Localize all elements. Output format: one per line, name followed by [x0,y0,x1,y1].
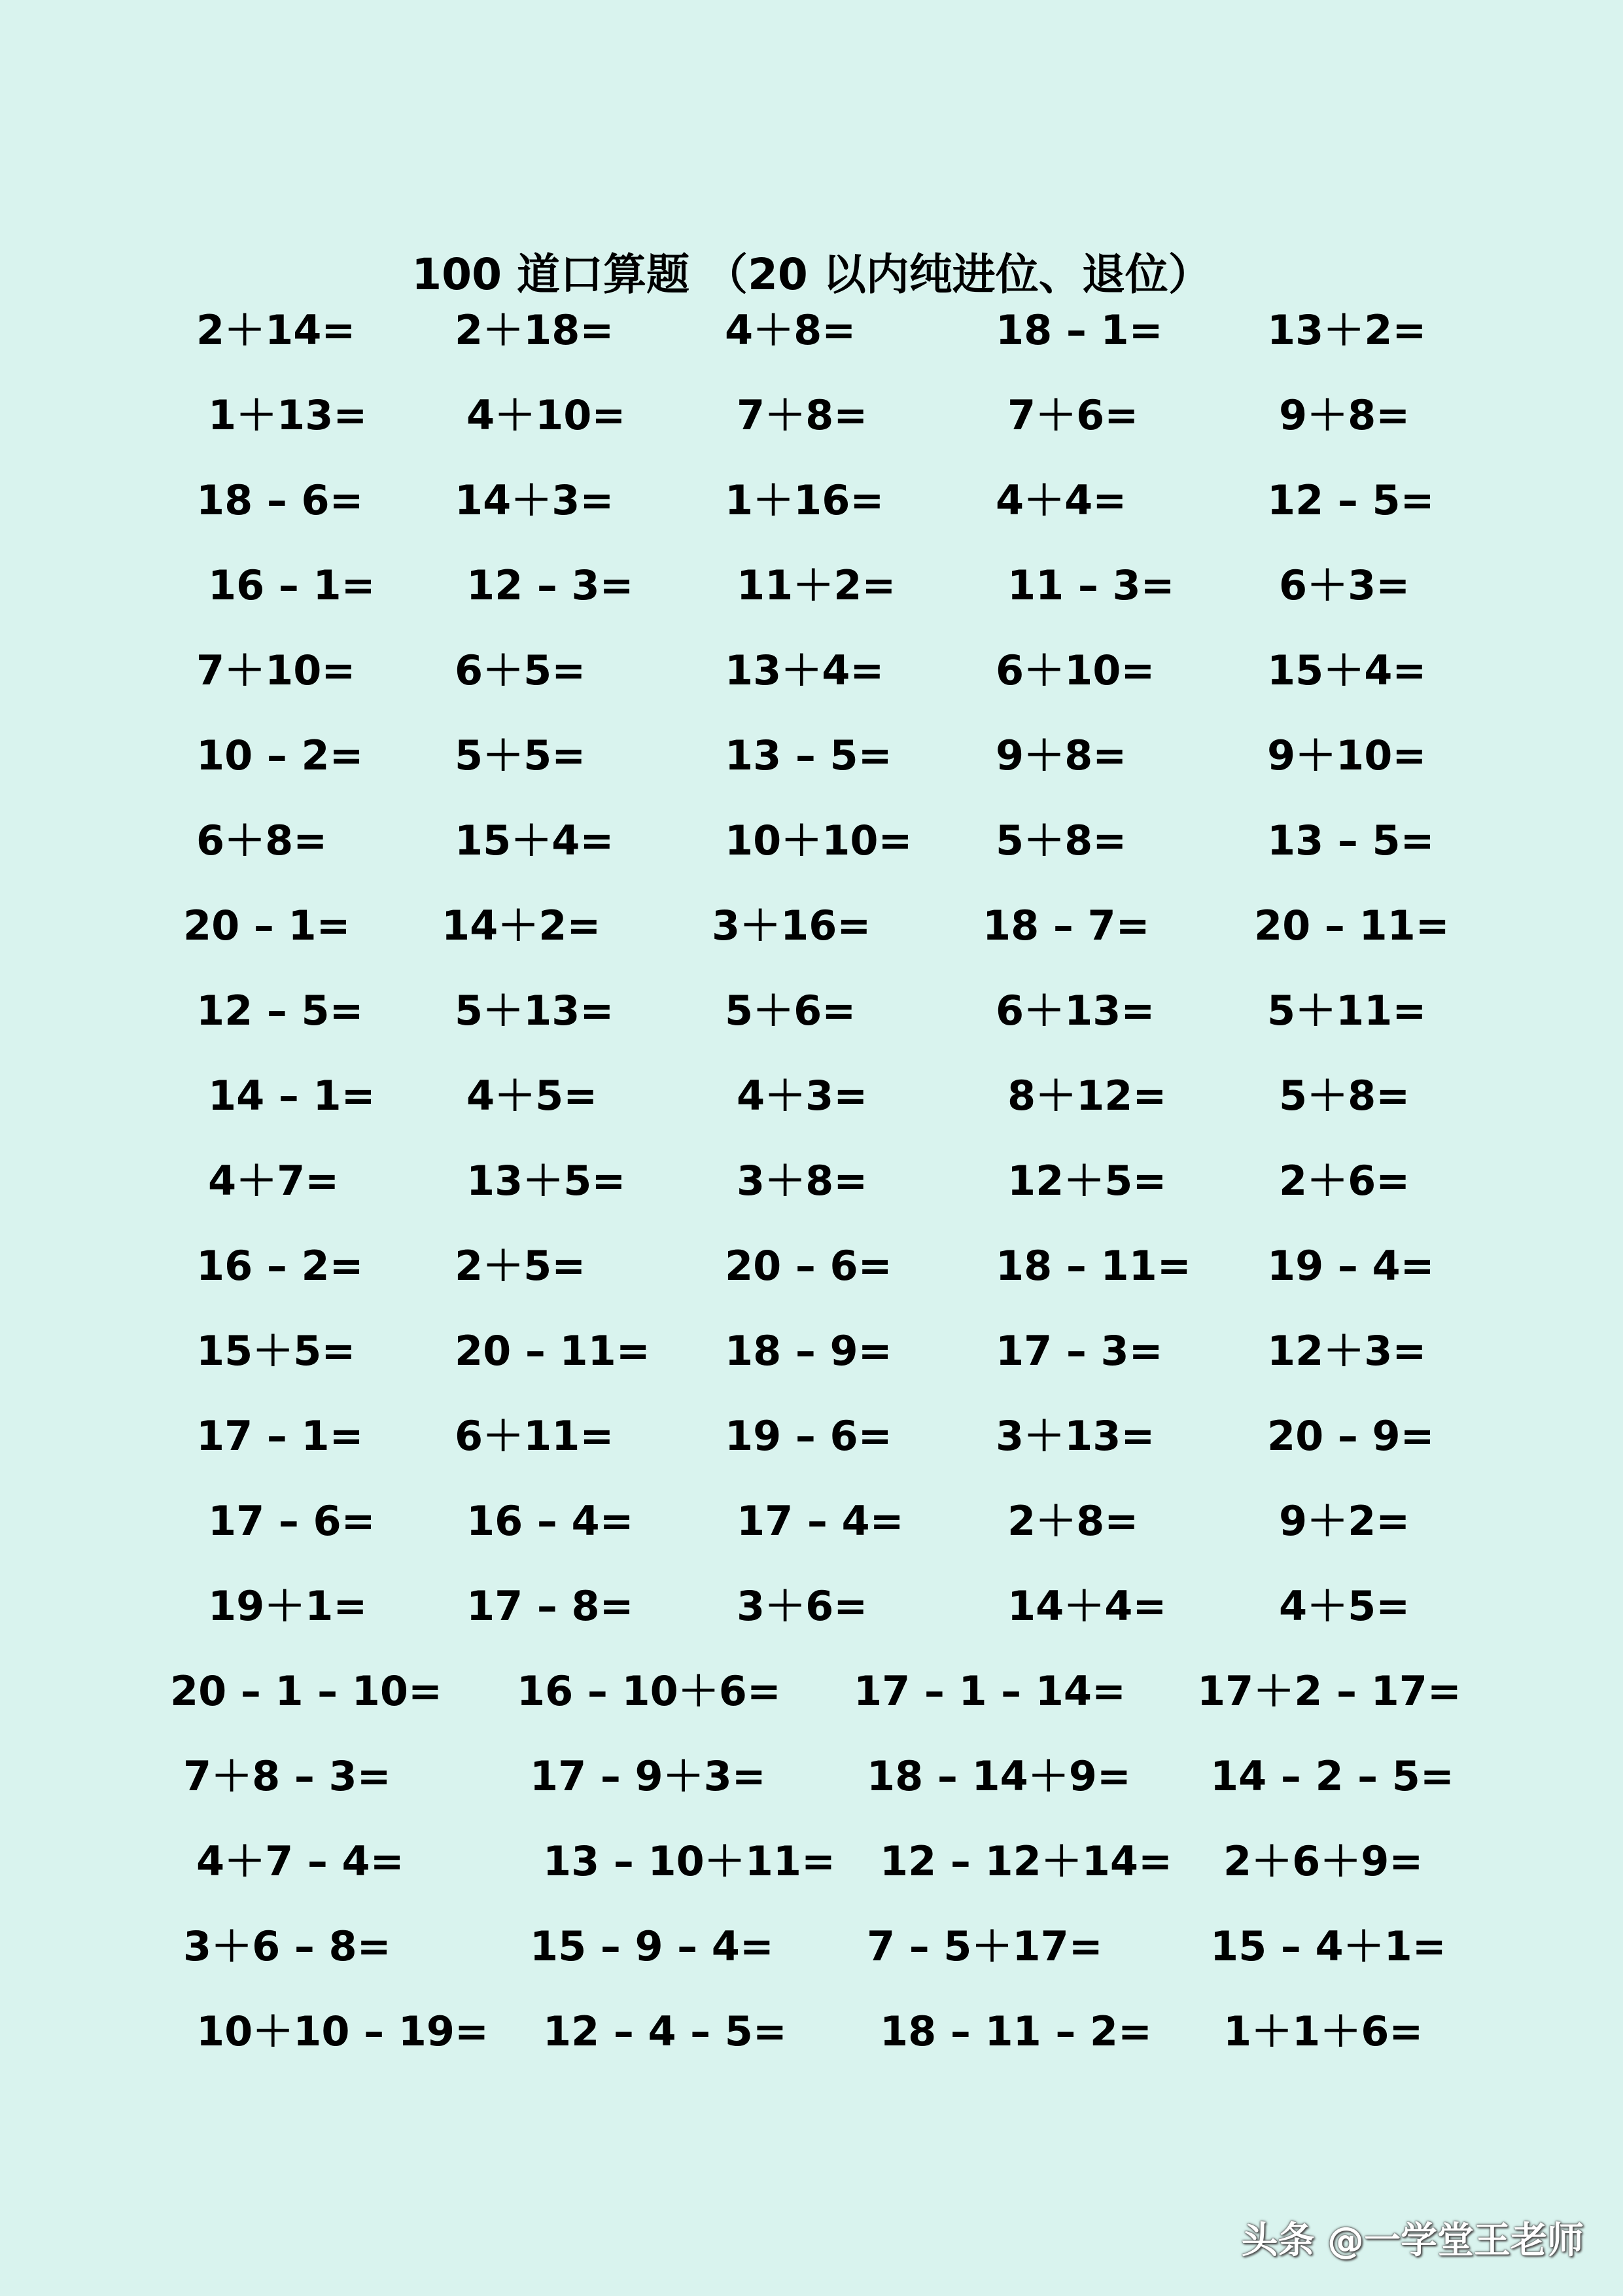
problem-r9-c2: 5＋13= [455,987,614,1034]
problem-r12-c4: 18 – 11= [996,1242,1191,1290]
problem-r6-c1: 10 – 2= [196,732,364,779]
problem-r14-c1: 17 – 1= [196,1412,364,1460]
problem-r10-c4: 8＋12= [1007,1072,1167,1120]
problem-r10-c5: 5＋8= [1279,1072,1410,1120]
problem-r17-c3: 17 – 1 – 14= [854,1667,1126,1715]
problem-r16-c4: 14＋4= [1007,1582,1167,1630]
problem-r7-c1: 6＋8= [196,817,328,864]
problem-r1-c5: 13＋2= [1267,306,1427,354]
problem-r11-c1: 4＋7= [208,1157,340,1205]
problem-r11-c3: 3＋8= [737,1157,868,1205]
problem-r9-c4: 6＋13= [996,987,1155,1034]
problem-r3-c2: 14＋3= [455,476,614,524]
problem-r12-c3: 20 – 6= [725,1242,892,1290]
problem-r10-c1: 14 – 1= [208,1072,375,1120]
problem-r20-c4: 15 – 4＋1= [1210,1922,1446,1970]
problem-r5-c1: 7＋10= [196,646,356,694]
problem-r19-c2: 13 – 10＋11= [543,1837,835,1885]
problem-r21-c3: 18 – 11 – 2= [880,2007,1152,2055]
problem-r15-c3: 17 – 4= [737,1497,904,1545]
problem-r9-c1: 12 – 5= [196,987,364,1034]
problem-r20-c1: 3＋6 – 8= [183,1922,391,1970]
problem-r11-c4: 12＋5= [1007,1157,1167,1205]
problem-r5-c4: 6＋10= [996,646,1155,694]
problem-r3-c5: 12 – 5= [1267,476,1435,524]
problem-r8-c5: 20 – 11= [1254,902,1450,949]
problem-r15-c5: 9＋2= [1279,1497,1410,1545]
problem-r15-c1: 17 – 6= [208,1497,375,1545]
problem-r14-c4: 3＋13= [996,1412,1155,1460]
problem-r14-c3: 19 – 6= [725,1412,892,1460]
problem-r14-c5: 20 – 9= [1267,1412,1435,1460]
problem-r17-c1: 20 – 1 – 10= [170,1667,442,1715]
problem-r5-c2: 6＋5= [455,646,586,694]
problem-r6-c3: 13 – 5= [725,732,892,779]
problem-r8-c2: 14＋2= [442,902,601,949]
problem-r3-c3: 1＋16= [725,476,884,524]
problem-r13-c2: 20 – 11= [455,1327,650,1375]
problem-r4-c3: 11＋2= [737,561,896,609]
watermark: 头条 @一学堂王老师 [1241,2219,1584,2262]
problem-r15-c2: 16 – 4= [466,1497,634,1545]
problem-r1-c1: 2＋14= [196,306,356,354]
problem-r7-c4: 5＋8= [996,817,1127,864]
problem-r16-c3: 3＋6= [737,1582,868,1630]
problem-r11-c2: 13＋5= [466,1157,626,1205]
problem-r15-c4: 2＋8= [1007,1497,1139,1545]
problem-r20-c3: 7 – 5＋17= [867,1922,1103,1970]
problem-r18-c2: 17 – 9＋3= [530,1752,766,1800]
problem-r16-c5: 4＋5= [1279,1582,1410,1630]
problem-r13-c1: 15＋5= [196,1327,356,1375]
problem-r12-c5: 19 – 4= [1267,1242,1435,1290]
problem-r5-c5: 15＋4= [1267,646,1427,694]
problem-r19-c4: 2＋6＋9= [1223,1837,1423,1885]
problem-r18-c1: 7＋8 – 3= [183,1752,391,1800]
problem-r6-c4: 9＋8= [996,732,1127,779]
page-title: 100 道口算题 （20 以内纯进位、退位） [411,249,1212,300]
problem-r14-c2: 6＋11= [455,1412,614,1460]
problem-r16-c2: 17 – 8= [466,1582,634,1630]
problem-r17-c4: 17＋2 – 17= [1197,1667,1461,1715]
problem-r3-c4: 4＋4= [996,476,1127,524]
problem-r16-c1: 19＋1= [208,1582,368,1630]
problem-r2-c1: 1＋13= [208,391,368,439]
problem-r4-c4: 11 – 3= [1007,561,1175,609]
problem-r8-c3: 3＋16= [712,902,871,949]
problem-r8-c4: 18 – 7= [983,902,1150,949]
problem-r18-c4: 14 – 2 – 5= [1210,1752,1454,1800]
problem-r2-c2: 4＋10= [466,391,626,439]
problem-r12-c1: 16 – 2= [196,1242,364,1290]
problem-r21-c1: 10＋10 – 19= [196,2007,489,2055]
problem-r6-c5: 9＋10= [1267,732,1427,779]
problem-r19-c3: 12 – 12＋14= [880,1837,1172,1885]
problem-r7-c5: 13 – 5= [1267,817,1435,864]
problem-r4-c2: 12 – 3= [466,561,634,609]
problem-r1-c2: 2＋18= [455,306,614,354]
problem-r10-c2: 4＋5= [466,1072,598,1120]
problem-r2-c4: 7＋6= [1007,391,1139,439]
problem-r12-c2: 2＋5= [455,1242,586,1290]
problem-r9-c3: 5＋6= [725,987,856,1034]
problem-r7-c2: 15＋4= [455,817,614,864]
problem-r21-c4: 1＋1＋6= [1223,2007,1423,2055]
problem-r4-c1: 16 – 1= [208,561,375,609]
problem-r17-c2: 16 – 10＋6= [517,1667,781,1715]
problem-r1-c3: 4＋8= [725,306,856,354]
problem-r7-c3: 10＋10= [725,817,913,864]
problem-r13-c3: 18 – 9= [725,1327,892,1375]
problem-r4-c5: 6＋3= [1279,561,1410,609]
problem-r13-c4: 17 – 3= [996,1327,1163,1375]
problem-r6-c2: 5＋5= [455,732,586,779]
problem-r21-c2: 12 – 4 – 5= [543,2007,787,2055]
problem-r5-c3: 13＋4= [725,646,884,694]
problem-r2-c5: 9＋8= [1279,391,1410,439]
problem-r20-c2: 15 – 9 – 4= [530,1922,774,1970]
problem-r18-c3: 18 – 14＋9= [867,1752,1131,1800]
problem-r2-c3: 7＋8= [737,391,868,439]
problem-r19-c1: 4＋7 – 4= [196,1837,404,1885]
problem-r10-c3: 4＋3= [737,1072,868,1120]
problem-r13-c5: 12＋3= [1267,1327,1427,1375]
problem-r3-c1: 18 – 6= [196,476,364,524]
problem-r1-c4: 18 – 1= [996,306,1163,354]
problem-r8-c1: 20 – 1= [183,902,351,949]
problem-r9-c5: 5＋11= [1267,987,1427,1034]
problem-r11-c5: 2＋6= [1279,1157,1410,1205]
